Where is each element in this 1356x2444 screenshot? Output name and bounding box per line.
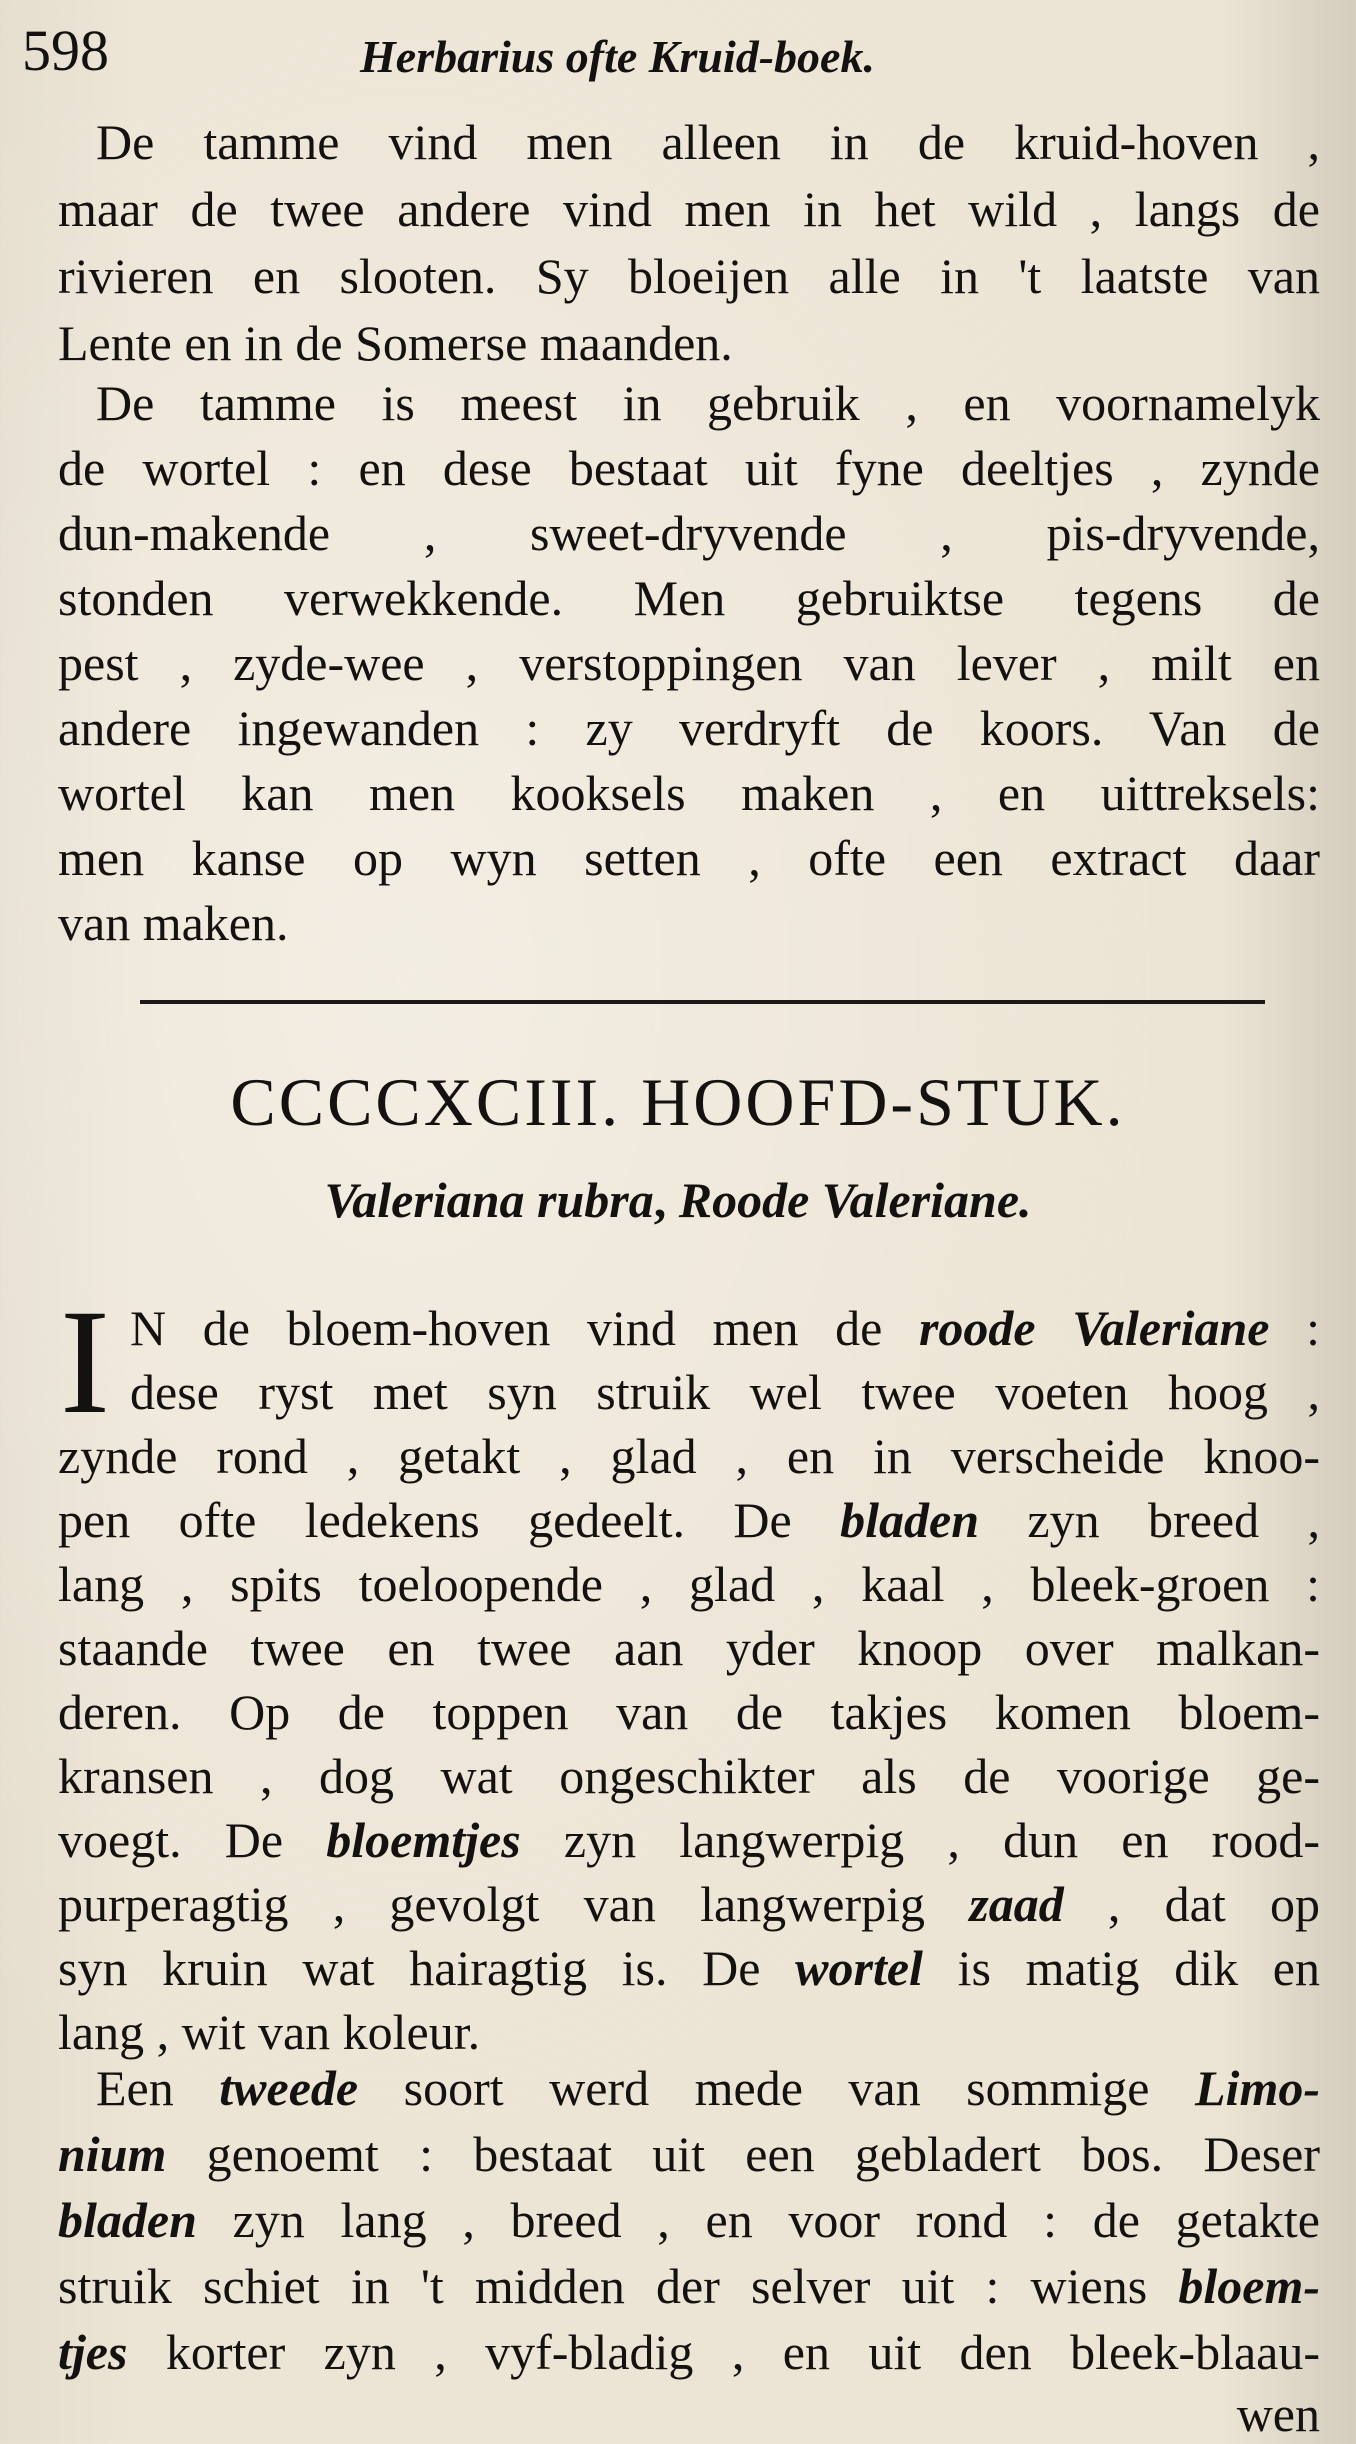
text-line: De tamme vind men alleen in de kruid-hoven , bbox=[96, 114, 1320, 170]
text-line: staande twee en twee aan yder knoop over malkan- bbox=[58, 1620, 1320, 1676]
text-line: syn kruin wat hairagtig is. De wortel is matig dik en bbox=[58, 1940, 1320, 1996]
text-line: struik schiet in 't midden der selver uit : wiens bloem- bbox=[58, 2258, 1320, 2314]
section-divider bbox=[140, 1000, 1265, 1004]
text-line: wortel kan men kooksels maken , en uittreksels: bbox=[58, 765, 1320, 821]
text-line: dun-makende , sweet-dryvende , pis-dryvende, bbox=[58, 505, 1320, 561]
text-line: men kanse op wyn setten , ofte een extract daar bbox=[58, 830, 1320, 886]
text-line: stonden verwekkende. Men gebruiktse tegens de bbox=[58, 570, 1320, 626]
text-line: nium genoemt : bestaat uit een gebladert bos. Deser bbox=[58, 2126, 1320, 2182]
text-line: de wortel : en dese bestaat uit fyne deeltjes , zynde bbox=[58, 440, 1320, 496]
dutch-name: Roode Valeriane. bbox=[678, 1172, 1032, 1228]
chapter-subtitle bbox=[0, 1170, 1356, 1230]
text-line: pest , zyde-wee , verstoppingen van lever , milt en bbox=[58, 635, 1320, 691]
text-line: lang , wit van koleur. bbox=[58, 2004, 481, 2060]
page-number: 598 bbox=[22, 18, 109, 83]
text-line: purperagtig , gevolgt van langwerpig zaad , dat op bbox=[58, 1876, 1320, 1932]
text-line: pen ofte ledekens gedeelt. De bladen zyn breed , bbox=[58, 1492, 1320, 1548]
text-line: Lente en in de Somerse maanden. bbox=[58, 315, 733, 371]
text-line: bladen zyn lang , breed , en voor rond : de getakte bbox=[58, 2192, 1320, 2248]
text-line: tjes korter zyn , vyf-bladig , en uit den bleek-blaau- bbox=[58, 2324, 1320, 2380]
text-line: N de bloem-hoven vind men de roode Valeriane : bbox=[130, 1300, 1320, 1356]
text-line: kransen , dog wat ongeschikter als de voorige ge- bbox=[58, 1748, 1320, 1804]
chapter-title: CCCCXCIII. HOOFD-STUK. bbox=[230, 1064, 1126, 1140]
running-head: Herbarius ofte Kruid-boek. bbox=[360, 31, 875, 82]
text-line: lang , spits toeloopende , glad , kaal , bleek-groen : bbox=[58, 1556, 1320, 1612]
text-line: dese ryst met syn struik wel twee voeten hoog , bbox=[130, 1364, 1320, 1420]
latin-name: Valeriana rubra bbox=[324, 1172, 654, 1228]
text-line: rivieren en slooten. Sy bloeijen alle in 't laatste van bbox=[58, 248, 1320, 304]
text-line: De tamme is meest in gebruik , en voornamelyk bbox=[96, 375, 1320, 431]
drop-cap: I bbox=[60, 1279, 110, 1445]
text-line: andere ingewanden : zy verdryft de koors. Van de bbox=[58, 700, 1320, 756]
text-line: voegt. De bloemtjes zyn langwerpig , dun en rood- bbox=[58, 1812, 1320, 1868]
text-line: deren. Op de toppen van de takjes komen bloem- bbox=[58, 1684, 1320, 1740]
text-line: zynde rond , getakt , glad , en in verscheide knoo- bbox=[58, 1428, 1320, 1484]
text-line: van maken. bbox=[58, 895, 289, 951]
subtitle-separator: , bbox=[653, 1172, 667, 1228]
catchword: wen bbox=[1236, 2386, 1320, 2442]
text-line: maar de twee andere vind men in het wild , langs de bbox=[58, 181, 1320, 237]
text-line: Een tweede soort werd mede van sommige Limo- bbox=[96, 2060, 1320, 2116]
